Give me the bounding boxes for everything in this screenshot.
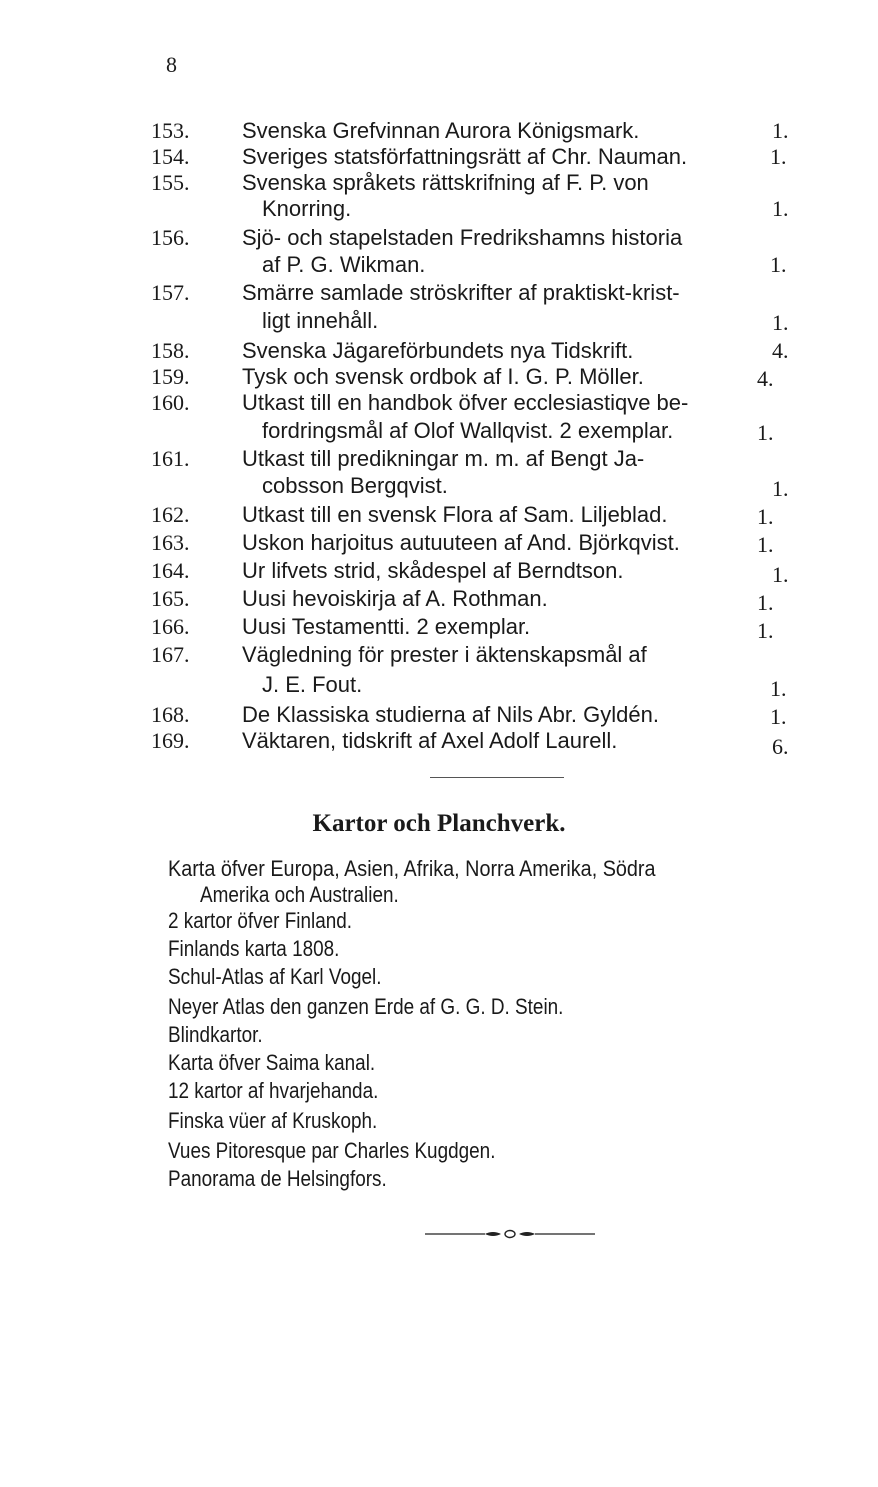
entry-title: Svenska Jägareförbundets nya Tidskrift.: [242, 338, 634, 363]
map-item: Blindkartor.: [168, 1022, 263, 1047]
entry-count: 1.: [770, 252, 787, 277]
entry-number: 163.: [151, 530, 190, 555]
map-item: Schul-Atlas af Karl Vogel.: [168, 964, 382, 989]
entry-number: 158.: [151, 338, 190, 363]
entry-title-continuation: af P. G. Wikman.: [262, 252, 426, 277]
entry-title-continuation: cobsson Bergqvist.: [262, 473, 448, 498]
entry-count: 1.: [770, 676, 787, 701]
entry-number: 166.: [151, 614, 190, 639]
entry-count: 1.: [757, 590, 774, 615]
entry-title: Ur lifvets strid, skådespel af Berndtson.: [242, 558, 624, 583]
entry-count: 1.: [770, 144, 787, 169]
entry-count: 1.: [757, 420, 774, 445]
entry-count: 1.: [772, 310, 789, 335]
entry-title: Uusi hevoiskirja af A. Rothman.: [242, 586, 548, 611]
entry-count: 1.: [770, 704, 787, 729]
map-item: 2 kartor öfver Finland.: [168, 908, 353, 933]
section-heading: Kartor och Planchverk.: [312, 810, 566, 837]
entry-title-continuation: J. E. Fout.: [262, 672, 363, 697]
entry-title: Sjö- och stapelstaden Fredrikshamns historia: [242, 225, 683, 250]
entry-count: 1.: [772, 196, 789, 221]
entry-number: 164.: [151, 558, 190, 583]
entry-number: 153.: [151, 118, 190, 143]
map-item: Karta öfver Europa, Asien, Afrika, Norra Amerika, Södra: [168, 856, 656, 881]
map-item: Finlands karta 1808.: [168, 936, 340, 961]
entry-count: 1.: [772, 476, 789, 501]
section-divider: [430, 777, 564, 778]
entry-count: 1.: [772, 562, 789, 587]
entry-title: Smärre samlade ströskrifter af praktiskt-krist-: [242, 280, 680, 305]
entry-title: Sveriges statsförfattningsrätt af Chr. Nauman.: [242, 144, 688, 169]
entry-title-continuation: ligt innehåll.: [262, 308, 379, 333]
entry-number: 159.: [151, 364, 190, 389]
entry-number: 155.: [151, 170, 190, 195]
map-item: Neyer Atlas den ganzen Erde af G. G. D. Stein.: [168, 994, 564, 1019]
map-item: 12 kartor af hvarjehanda.: [168, 1078, 379, 1103]
entry-title: Svenska Grefvinnan Aurora Königsmark.: [242, 118, 640, 143]
entry-count: 6.: [772, 734, 789, 759]
entry-title-continuation: Knorring.: [262, 196, 352, 221]
entry-title: Uusi Testamentti. 2 exemplar.: [242, 614, 531, 639]
entry-number: 154.: [151, 144, 190, 169]
entry-number: 162.: [151, 502, 190, 527]
entry-count: 1.: [757, 618, 774, 643]
entry-count: 1.: [757, 504, 774, 529]
entry-count: 4.: [757, 366, 774, 391]
entry-title: Utkast till predikningar m. m. af Bengt Ja-: [242, 446, 645, 471]
entry-count: 1.: [757, 532, 774, 557]
end-ornament: [425, 1228, 595, 1240]
entry-number: 168.: [151, 702, 190, 727]
entry-title: Utkast till en svensk Flora af Sam. Liljeblad.: [242, 502, 668, 527]
map-item-continuation: Amerika och Australien.: [200, 882, 399, 907]
entry-title: Tysk och svensk ordbok af I. G. P. Möller.: [242, 364, 644, 389]
entry-title: Utkast till en handbok öfver ecclesiastiqve be-: [242, 390, 689, 415]
entry-number: 169.: [151, 728, 190, 753]
entry-count: 4.: [772, 338, 789, 363]
entry-title: Väktaren, tidskrift af Axel Adolf Laurell.: [242, 728, 618, 753]
entry-title: Uskon harjoitus autuuteen af And. Björkqvist.: [242, 530, 680, 555]
entry-title: Vägledning för prester i äktenskapsmål af: [242, 642, 647, 667]
entry-number: 165.: [151, 586, 190, 611]
map-item: Panorama de Helsingfors.: [168, 1166, 387, 1191]
entry-count: 1.: [772, 118, 789, 143]
entry-title: Svenska språkets rättskrifning af F. P. von: [242, 170, 649, 195]
entry-number: 160.: [151, 390, 190, 415]
entry-number: 156.: [151, 225, 190, 250]
page-number: 8: [166, 52, 177, 77]
entry-title-continuation: fordringsmål af Olof Wallqvist. 2 exemplar.: [262, 418, 674, 443]
map-item: Vues Pitoresque par Charles Kugdgen.: [168, 1138, 496, 1163]
map-item: Finska vüer af Kruskoph.: [168, 1108, 378, 1133]
entry-number: 161.: [151, 446, 190, 471]
entry-number: 157.: [151, 280, 190, 305]
entry-title: De Klassiska studierna af Nils Abr. Gyldén.: [242, 702, 659, 727]
map-item: Karta öfver Saima kanal.: [168, 1050, 376, 1075]
entry-number: 167.: [151, 642, 190, 667]
